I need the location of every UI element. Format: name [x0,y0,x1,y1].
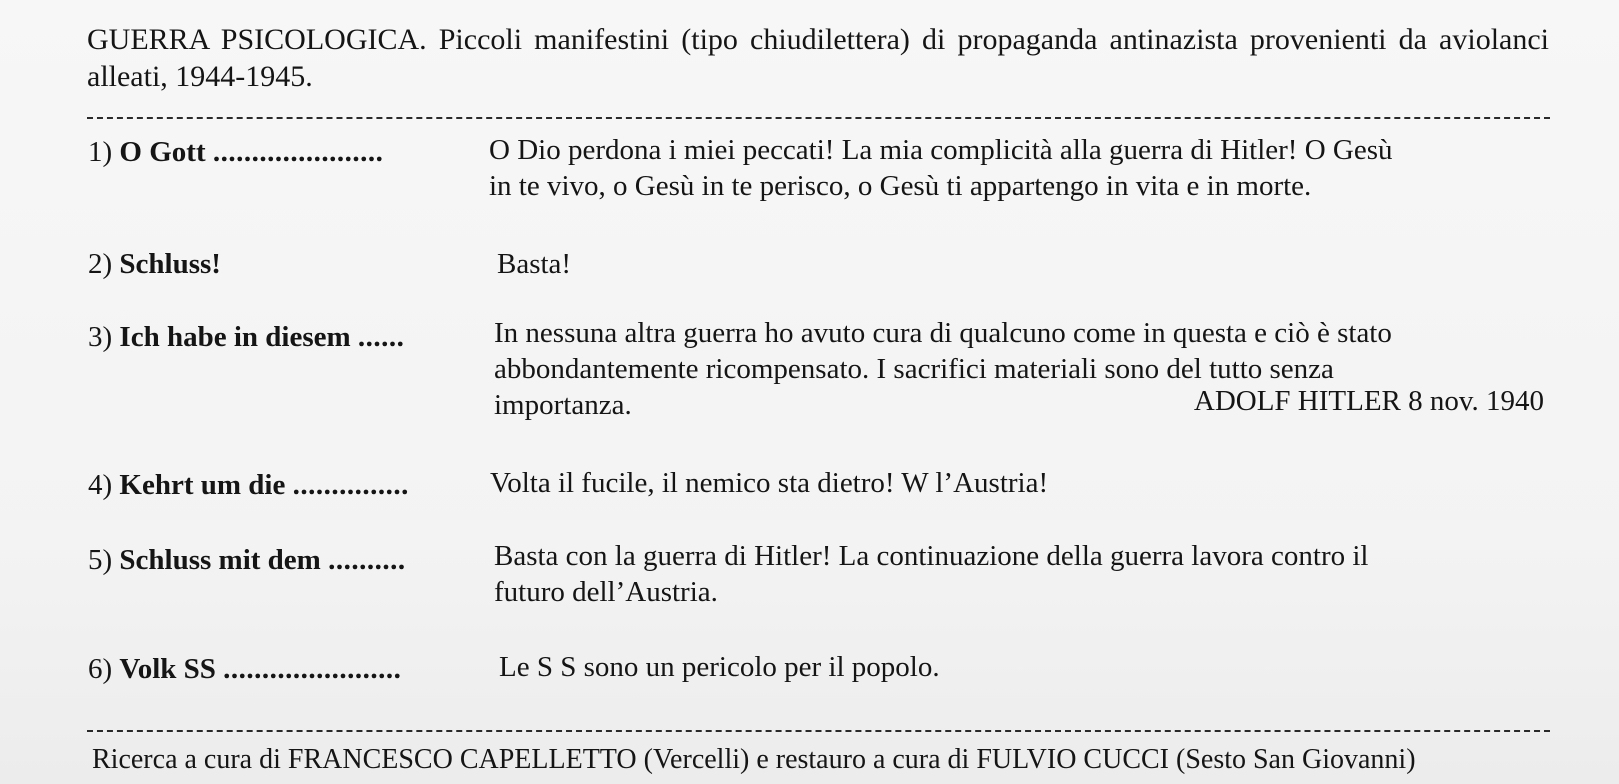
entry-line: in te vivo, o Gesù in te perisco, o Gesù ti appartengo in vita e in morte. [489,170,1312,202]
entry-number: 3) [88,321,113,353]
entry-text-6 [499,649,940,685]
entry-label-3 [88,319,404,356]
entry-heading: Schluss mit dem [119,544,321,576]
entry-leader-dots: ............... [292,469,409,501]
entry-line: importanza. [494,389,632,421]
entry-label-2 [88,246,221,283]
entry-line: Basta con la guerra di Hitler! La continuazione della guerra lavora contro il [494,540,1369,572]
dashed-divider-bottom [87,730,1550,732]
entry-leader-dots: ...... [357,321,405,353]
entry-number: 2) [88,248,113,280]
entry-line: Basta! [497,248,572,280]
entry-attribution: ADOLF HITLER 8 nov. 1940 [1193,385,1544,417]
entry-label-1 [88,134,383,171]
entry-heading: Volk SS [119,653,216,685]
dashed-divider-top [87,117,1550,119]
entry-number: 4) [88,469,113,501]
entry-line: In nessuna altra guerra ho avuto cura di qualcuno come in questa e ciò è stato [494,317,1392,349]
entry-text-1 [489,132,1393,204]
entry-heading: O Gott [119,136,206,168]
entry-line: O Dio perdona i miei peccati! La mia complicità alla guerra di Hitler! O Gesù [489,134,1393,166]
entry-heading: Kehrt um die [119,469,286,501]
entry-label-6 [88,651,401,688]
entry-heading: Schluss! [119,248,221,280]
entry-number: 6) [88,653,113,685]
entry-leader-dots: ...................... [212,136,384,168]
entry-signature-line [494,387,1544,423]
entry-line: Le S S sono un pericolo per il popolo. [499,651,940,683]
entry-line: futuro dell’Austria. [494,576,718,608]
entry-line: abbondantemente ricompensato. I sacrifici materiali sono del tutto senza [494,353,1334,385]
entry-text-4 [490,465,1048,501]
entry-leader-dots: .......... [328,544,406,576]
entry-line: Volta il fucile, il nemico sta dietro! W l’Austria! [490,467,1049,499]
entry-text-5 [494,538,1368,610]
entry-number: 1) [88,136,113,168]
entry-label-5 [88,542,406,579]
entry-heading: Ich habe in diesem [119,321,351,353]
entry-text-2 [497,246,571,282]
entry-number: 5) [88,544,113,576]
entry-leader-dots: ....................... [223,653,402,685]
document-footer: Ricerca a cura di FRANCESCO CAPELLETTO (Vercelli) e restauro a cura di FULVIO CUCCI (Sesto San Giovanni) [92,744,1416,775]
document-title: GUERRA PSICOLOGICA. Piccoli manifestini (tipo chiudilettera) di propaganda antinazista provenienti da aviolanci alleati, 1944-1945. [87,23,1549,93]
entry-label-4 [88,467,409,504]
entry-text-3 [494,315,1544,423]
